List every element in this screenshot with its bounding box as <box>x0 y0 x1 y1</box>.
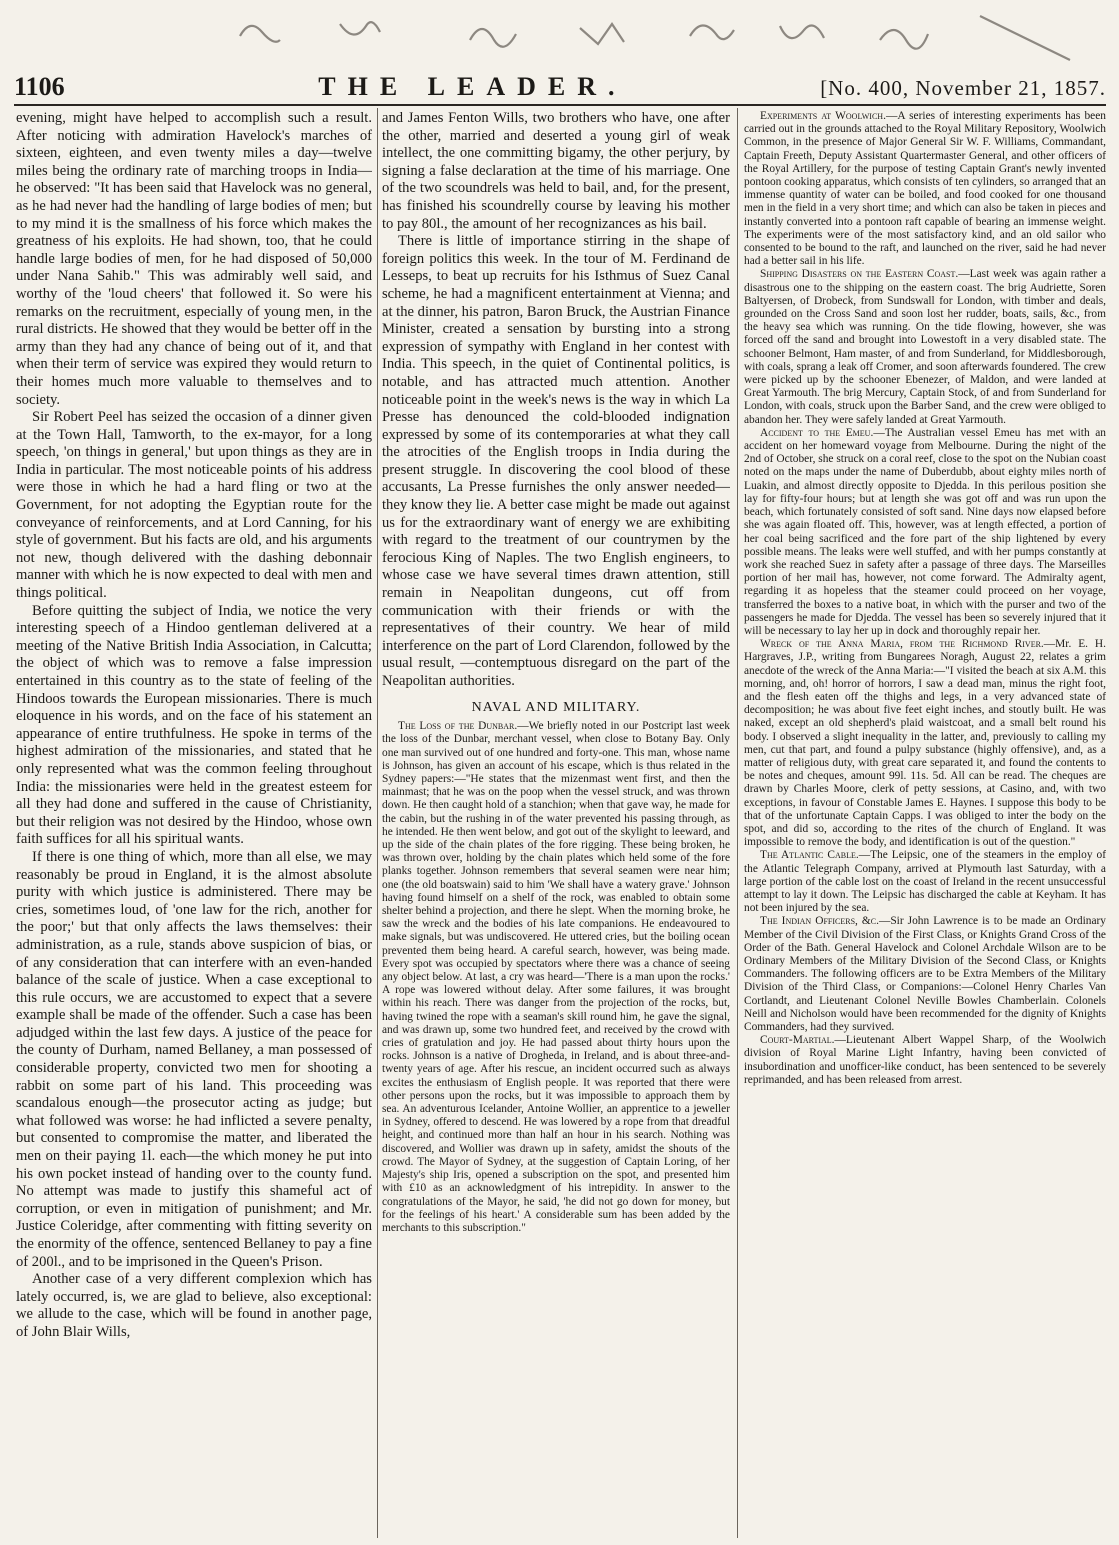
article-shipping-disasters <box>744 268 1106 426</box>
article-title: Wreck of the Anna Maria, from the Richmond River. <box>760 638 1044 651</box>
article-title: Court-Martial. <box>760 1034 835 1047</box>
column-3 <box>744 110 1106 1538</box>
column-2 <box>382 110 730 1538</box>
article-title: The Loss of the Dunbar. <box>398 720 518 733</box>
article-accident-emeu <box>744 427 1106 638</box>
article-wreck-anna-maria <box>744 638 1106 849</box>
article-body: —Last week was again rather a disastrous one to the shipping on the eastern coast. The brig Audriette, Soren Baltyersen, of Drobeck, from Sundswall for London, with timber and deals, grounded on the Cross Sand and soon lost her rudder, boats, sails, &c., from the heavy sea which was running. On the tide flowing, however, she was forced off the sand and brought into Lowestoft in a very disabled state. The schooner Belmont, Ham master, of and from Sunderland, for Middlesborough, with coals, sprang a leak off Cromer, and soon afterwards foundered. The crew were picked up by the schooner Ebenezer, of Maldon, and were landed at Great Yarmouth. The brig Mercury, Captain Stock, of and from Sunderland for London, with coals, struck upon the Barber Sand, and the crew were obliged to abandon her. They were safely landed at Great Yarmouth. <box>744 268 1106 426</box>
article-body: —Sir John Lawrence is to be made an Ordinary Member of the Civil Division of the First Class, or Knights Grand Cross of the Order of the Bath. General Havelock and Colonel Archdale Wilson are to be Ordinary Members of the Military Division of the Second Class, or Knights Commanders. The following officers are to be Extra Members of the Military Division of the Third Class, or Companions:—Colonel Henry Charles Van Cortlandt, and Lieutenant Colonel Neville Bowles Chamberlain. Colonels Neill and Nicholson would have been recommended for the dignity of Knights Commanders, had they survived. <box>744 915 1106 1034</box>
article-title: The Indian Officers, &c. <box>760 915 879 928</box>
paragraph-justice: If there is one thing of which, more than all else, we may reasonably be proud in England, it is the almost absolute purity with which justice is administered. There may be cries, sometimes loud, of 'one law for the rich, another for the poor;' but that only affects the laws themselves: their administration, as a rule, stands above suspicion of bias, or of any consideration that can interfere with an even-handed balance of the scale of justice. When a case exceptional to this rule occurs, we are accustomed to expect that a severe example shall be made of the offender. Such a case has been adjudged within the last few days. A justice of the peace for the county of Durham, named Bellaney, a man possessed of considerable property, convicted two men for shooting a rabbit on some part of his land. This proceeding was scandalous enough—the prosecutor acting as judge; but what followed was worse: he had inflicted a severe penalty, but consented to compromise the matter, and liberated the men on their paying 1l. each—the which money he put into his own pocket instead of handing over to the county fund. No attempt was made to justify this shameful act of corruption, or even in mitigation of punishment; and Mr. Justice Coleridge, after commenting with fitting severity on the enormity of the offence, sentenced Bellaney to pay a fine of 200l., and to be imprisoned in the Queen's Prison. <box>16 848 372 1270</box>
article-title: Experiments at Woolwich. <box>760 110 886 122</box>
article-body: —A series of interesting experiments has been carried out in the grounds attached to the Royal Military Repository, Woolwich Common, in the presence of Major General Sir W. F. Williams, Commandant, Captain Freeth, Deputy Assistant Quartermaster General, and other officers of the Royal Artillery, for the purpose of testing Captain Grant's newly invented pontoon cooking apparatus, which consists of ten cylinders, so arranged that an immense quantity of water can be boiled, and food cooked for one thousand men in the field in a very short time; and which can also be taken in pieces and instantly converted into a pontoon raft capable of bearing an immense weight. The experiments were of the most satisfactory kind, and an old sailor who consented to be bound to the raft, and launched on the river, said he had never had a better sail in his life. <box>744 110 1106 268</box>
article-body: —Lieutenant Albert Wappel Sharp, of the Woolwich division of Royal Marine Light Infantry, having been convicted of insubordination and unofficer-like conduct, has been sentenced to be severely reprimanded, and has been released from arrest. <box>744 1034 1106 1086</box>
masthead-ornament-band <box>0 0 1119 72</box>
column-rule-2 <box>737 108 738 1538</box>
article-loss-of-dunbar <box>382 720 730 1235</box>
paragraph-foreign-politics: There is little of importance stirring in the shape of foreign politics this week. In the tour of M. Ferdinand de Lesseps, to beat up recruits for his Isthmus of Suez Canal scheme, he had a magnificent entertainment at Vienna; and at the dinner, his patron, Baron Bruck, the Austrian Finance Minister, created a sensation by bursting into a strong expression of sympathy with England in her contest with India. This speech, in the quiet of Continental politics, is notable, and has attracted much attention. Another noticeable point in the week's news is the way in which La Presse has denounced the cold-blooded indignation expressed by some of its contemporaries at what they call the atrocities of the English troops in India during the present struggle. In discovering the cool blood of these accusants, La Presse furnishes the only answer needed—they know they lie. A better case might be made out against us for the extraordinary want of energy we are exhibiting with regard to the treatment of our countrymen by the ferocious King of Naples. The two English engineers, to whose case we have several times drawn attention, still remain in Neapolitan dungeons, cut off from communication with their friends or with the representatives of their country. We hear of mild interference on the part of Lord Clarendon, followed by the usual result, —contemptuous disregard on the part of the Neapolitan authorities. <box>382 233 730 689</box>
masthead <box>14 72 1106 102</box>
paragraph-robert-peel: Sir Robert Peel has seized the occasion of a dinner given at the Town Hall, Tamworth, to the ex-mayor, for a long speech, 'on things in general,' but upon things as they are in India in particular. The most noticeable points of his address were those in which he had a hard fling or two at the Government, for not adopting the Egyptian route for the conveyance of reinforcements, and at Lord Canning, for his style of government. But his facts are old, and his arguments not new, though delivered with the dashing debonnair manner with which he is now expected to deal with men and things political. <box>16 409 372 602</box>
paragraph-havelock: evening, might have helped to accomplish such a result. After noticing with admiration Havelock's marches of sixteen, eighteen, and even twenty miles a day—twelve miles being the ordinary rate of marching troops in India—he observed: "It has been said that Havelock was no general, as he had never had the handling of large bodies of men; but to my mind it is the smallness of his force which makes the greatness of his exploits. He had shown, too, that he could handle large bodies of men, for he had disposed of 50,000 under Nana Sahib." This was admirably well said, and worthy of the 'loud cheers' that followed it. So were his remarks on the recruitment, especially of young men, in the rural districts. He showed that they would be better off in the army than they had any chance of being out of it, and that when their term of service was expired they would return to their homes much more valuable to themselves and to society. <box>16 110 372 408</box>
masthead-ornament-icon <box>220 6 1100 64</box>
section-heading-naval-military: NAVAL AND MILITARY. <box>471 699 641 715</box>
masthead-rule <box>14 104 1106 106</box>
page-number: 1106 <box>14 72 65 101</box>
article-woolwich-experiments <box>744 110 1106 268</box>
column-rule-1 <box>377 108 378 1538</box>
paragraph-wills-brothers: and James Fenton Wills, two brothers who have, one after the other, married and deserted a young girl of weak intellect, the one committing bigamy, the other perjury, by signing a false declaration at the time of his marriage. One of the two scoundrels was held to bail, and, for the present, has finished his scoundrelly course by leaving his mother to pay 80l., the amount of her recognizances as his bail. <box>382 110 730 232</box>
issue-number-date: [No. 400, November 21, 1857. <box>820 76 1106 100</box>
newspaper-title: THE LEADER. <box>318 72 627 101</box>
paragraph-hindoo-speech: Before quitting the subject of India, we notice the very interesting speech of a Hindoo gentleman delivered at a meeting of the Native British India Association, in Calcutta; the object of which was to remove a false impression entertained in this country as to the state of feeling of the Hindoos towards the European missionaries. There is much eloquence in his words, and on the face of his statement an appearance of entire truthfulness. He spoke in terms of the highest admiration of the missionaries, and stated that he only represented what was the common feeling throughout India: the missionaries were held in the greatest esteem for all they had done and suffered in the cause of Christianity, but their religion was not desired by the Hindoo, whose own faith suffices for all his spiritual wants. <box>16 602 372 848</box>
article-title: Accident to the Emeu. <box>760 426 874 439</box>
paragraph-wills-case: Another case of a very different complexion which has lately occurred, is, we are glad to believe, also exceptional: we allude to the case, which will be found in another page, of John Blair Wills, <box>16 1271 372 1340</box>
article-title: The Atlantic Cable. <box>760 849 859 862</box>
article-body: —The Leipsic, one of the steamers in the employ of the Atlantic Telegraph Company, arrived at Plymouth last Saturday, with a large portion of the cable lost on the coast of Ireland in the recent unsuccessful attempt to lay it down. The Leipsic has discharged the cable at Keyham. It has not been injured by the sea. <box>744 849 1106 915</box>
article-body: —Mr. E. H. Hargraves, J.P., writing from Bungarees Noragh, August 22, relates a grim anecdote of the wreck of the Anna Maria:—"I visited the beach at six A.M. this morning, and, oh! horror of horrors, I saw a dead man, minus the right foot, and the flesh eaten off the thighs and legs, in a very advanced state of decomposition; he was about five feet eight inches, and stoutly built. He was naked, except an old shepherd's plaid waistcoat, and a small belt round his body. I observed a slight inequality in the latter, and, previously to calling my men, cut that part, and found a pulpy substance (highly offensive), and, as a matter of religious duty, with great care separated it, and found the contents to be notes and cheques, amount 99l. 11s. 5d. All can be read. The cheques are drawn by Charles Moore, clerk of petty sessions, at Casino, and, with two exceptions, in favour of Constable James E. Haynes. I suppose this body to be that of the unfortunate Captain Capps. I was obliged to inter the body on the spot, and did so, according to the rites of the church of England. It was impossible to remove the body, and identification is out of the question." <box>744 638 1106 849</box>
column-1 <box>16 110 372 1538</box>
article-body: —We briefly noted in our Postcript last week the loss of the Dunbar, merchant vessel, when close to Botany Bay. Only one man survived out of one hundred and forty-one. This man, whose name is Johnson, has given an account of his escape, which is thus related in the Sydney papers:—"He states that the mizenmast went first, and then the mainmast; that he was on the poop when the vessel struck, and was thrown down. He then caught hold of a stanchion; when that gave way, he made for the cabin, but the rushing in of the water prevented his passing through, as he intended. He then went below, and got out of the skylight to leeward, and up the side of the chain plates of the fore rigging. These being broken, he was thrown over, holding by the chain plates which held some of the fore planks together. Johnson remembers that several seamen were near him; one (the old boatswain) said to him 'We shall have a watery grave.' Johnson having found himself on a shelf of the rock, was enabled to obtain some shelter behind a projection, and there he slept. When the morning broke, he saw the wreck and the bodies of his late companions. He endeavoured to make signals, but was undiscovered. He uttered cries, but the boiling ocean prevented them being heard. A careful search, however, was being made. Every spot was occupied by spectators where there was a chance of seeing any object below. At last, a cry was heard—'There is a man upon the rocks.' A rope was lowered without delay. After some failures, it was brought within his reach. There was danger from the projection of the rocks, but, having twined the rope with a seaman's skill round him, he gave the signal, and was drawn up, some two hundred feet, and received by the crowd with cries of gratulation and joy. He had passed about thirty hours upon the rocks. Johnson is a native of Drogheda, in Ireland, and is about three-and-twenty years of age. After his rescue, an incident occurred such as always excites the enthusiasm of English people. It was reported that there were other persons upon the rocks, but it was impossible to approach them by sea. An adventurous Icelander, Antoine Wollier, an apprentice to a jeweller in Sydney, offered to descend. He was lowered by a rope from that dreadful height, and continued more than half an hour in his search. Nothing was discovered, and Wollier was drawn up in safety, amidst the shouts of the crowd. The Mayor of Sydney, at the suggestion of Captain Loring, of her Majesty's ship Iris, opened a subscription on the spot, and presented him with £10 as an acknowledgment of his intrepidity. In answer to the congratulations of the Mayor, he said, 'he did not go down for money, but for the feelings of his heart.' A considerable sum has been added by the merchants to this subscription." <box>382 720 730 1234</box>
article-body: —The Australian vessel Emeu has met with an accident on her homeward voyage from Melbourne. During the night of the 2nd of October, she struck on a coral reef, close to the spot on the Nubian coast noted on the maps under the name of Duberdubb, about eighty miles north of Luakin, and almost directly opposite to Djedda. In this perilous position she lay for fifty-four hours; but at length she was got off and was run upon the beach, which fortunately consisted of soft sand. Nine days now elapsed before she was again floated off. This, however, was at length effected, a portion of her coal being sacrificed and the fore part of the ship lightened by every possible means. The leaks were well stuffed, and with her pumps constantly at work she reached Suez in safety after a passage of three days. The Marseilles portion of her mail has, however, not come forward. The Admiralty agent, regarding it as hopeless that the steamer could proceed on her voyage, transferred the boxes to a native boat, in which with the purser and two of the passengers he made for Djedda. The vessel has been so severely injured that it will be necessary to lay her up in dock and thoroughly repair her. <box>744 426 1106 637</box>
article-indian-officers <box>744 915 1106 1034</box>
article-title: Shipping Disasters on the Eastern Coast. <box>760 268 959 281</box>
article-atlantic-cable <box>744 849 1106 915</box>
article-court-martial <box>744 1034 1106 1087</box>
